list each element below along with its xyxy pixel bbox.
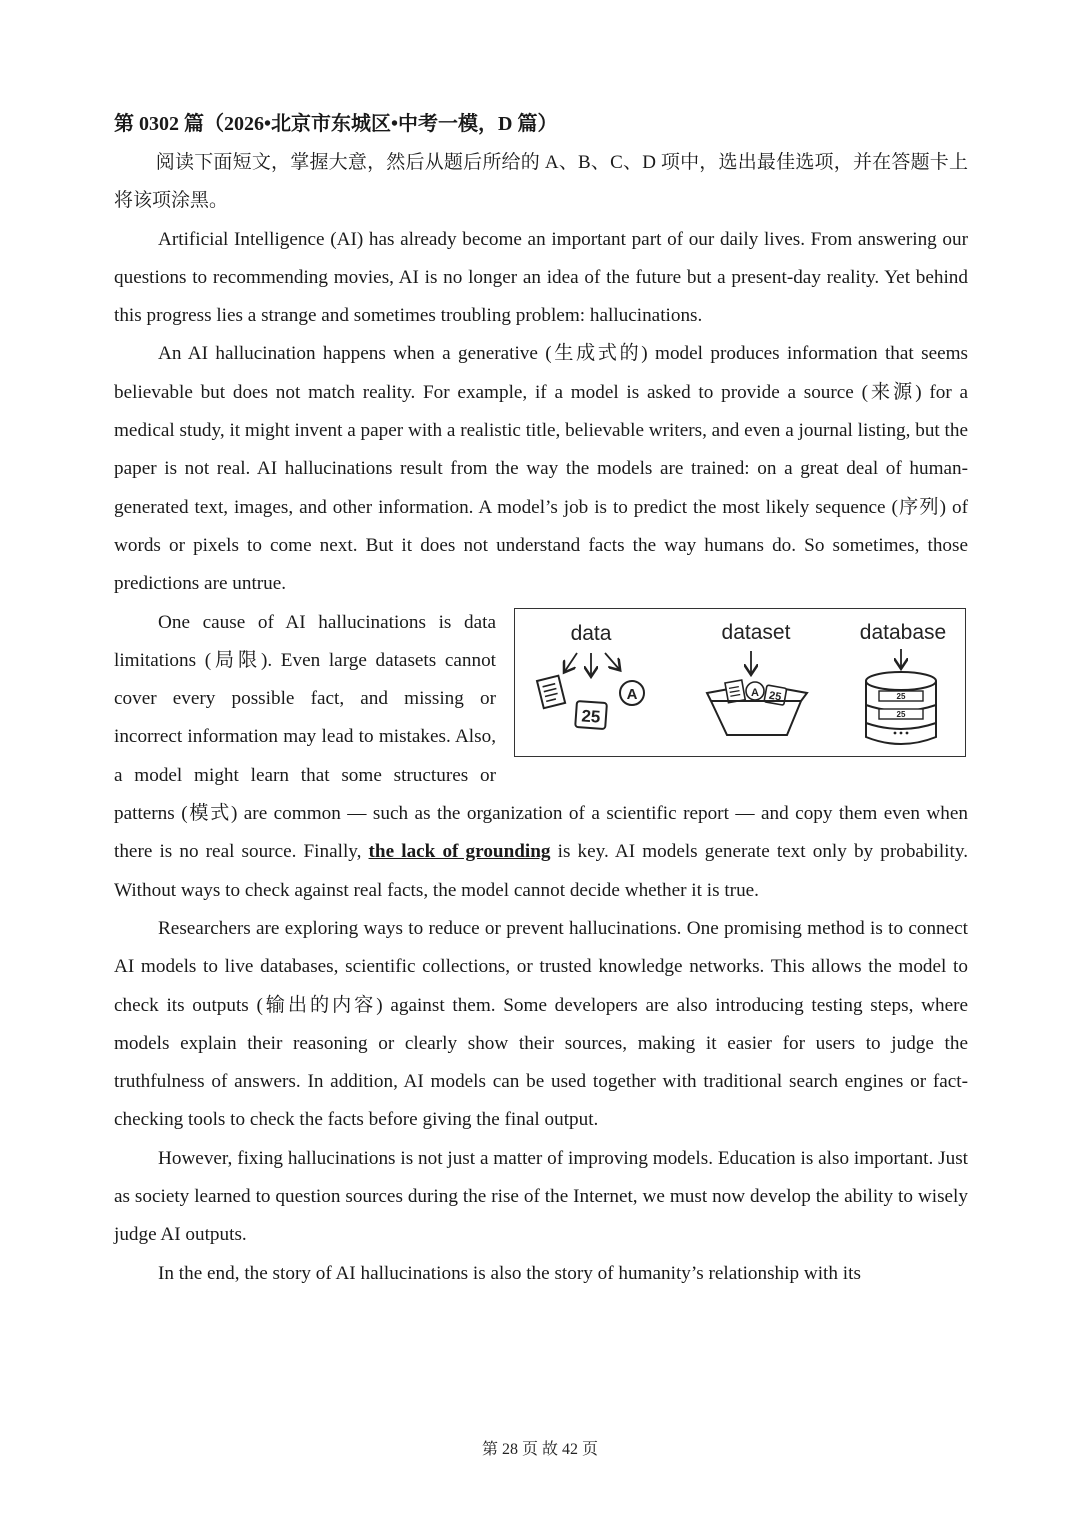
- db-tag-2: 25: [896, 709, 906, 719]
- paragraph-3-part-a: One cause of AI hallucinations is data limitations (局限). Even large datasets cannot cover every possible fact, and missing or incorrect information may lead to mistakes. Also, a model might learn that some structures or patterns (模式) are common — such as the organization of a scientific report — and copy them even when there is no real source. Finally,: [114, 611, 968, 863]
- label-data: data: [570, 621, 612, 645]
- instruction-text: 阅读下面短文，掌握大意，然后从题后所给的 A、B、C、D 项中，选出最佳选项，并在答题卡上将该项涂黑。: [114, 152, 968, 212]
- letter-circle-text: A: [626, 685, 638, 703]
- label-database: database: [859, 620, 947, 644]
- arrow-left: [565, 653, 577, 671]
- page-footer: 第 28 页 故 42 页: [481, 1441, 598, 1458]
- underlined-phrase: the lack of grounding: [368, 841, 551, 863]
- figure-container: [514, 608, 968, 758]
- paragraph-2: An AI hallucination happens when a generative (生成式的) model produces information that seems believable but does not match reality. For example, if a model is asked to provide a source (来源) for a medical study, it might invent a paper with a realistic title, believable writers, and even a journal listing, but the paper is not real. AI hallucinations result from the way the models are trained: on a great deal of human-generated text, images, and other information. A model’s job is to predict the most likely sequence (序列) of words or pixels to come next. But it does not understand facts the way humans do. So sometimes, those predictions are untrue.: [114, 343, 968, 595]
- svg-text:25: 25: [768, 689, 783, 704]
- paragraph-1: Artificial Intelligence (AI) has already become an important part of our daily lives. From answering our questions to recommending movies, AI is no longer an idea of the future but a present-day reality. Yet behind this progress lies a strange and sometimes troubling problem: hallucinations.: [114, 228, 968, 327]
- number-card-text: 25: [580, 705, 602, 727]
- database-icon: [866, 672, 936, 744]
- letter-circle-icon: [620, 681, 644, 705]
- paragraph-4: Researchers are exploring ways to reduce or prevent hallucinations. One promising method is to connect AI models to live databases, scientific collections, or trusted knowledge networks. This allows the model to check its outputs (输出的内容) against them. Some developers are also introducing testing steps, where models explain their reasoning or clearly show their sources, making it easier for users to judge the truthfulness of answers. In addition, AI models can be used together with traditional search engines or fact-checking tools to check the facts before giving the final output.: [114, 917, 968, 1131]
- box-icon: [707, 680, 807, 735]
- label-dataset: dataset: [721, 620, 791, 644]
- document-icon: [537, 675, 565, 707]
- document-page: [114, 106, 968, 1293]
- arrow-right: [605, 653, 619, 669]
- paragraph-3-part-b: is key. AI models generate text only by probability. Without ways to check against real facts, the model cannot decide whether it is true.: [114, 841, 968, 901]
- svg-text:A: A: [751, 686, 759, 699]
- db-tag-1: 25: [896, 691, 906, 701]
- number-card-icon: [575, 701, 607, 729]
- paragraph-6: In the end, the story of AI hallucinations is also the story of humanity’s relationship with its: [158, 1262, 861, 1284]
- data-dataset-database-figure: [514, 608, 966, 757]
- paragraph-5: However, fixing hallucinations is not just a matter of improving models. Education is also important. Just as society learned to question sources during the rise of the Internet, we must now develop the ability to wisely judge AI outputs.: [114, 1147, 968, 1246]
- passage-heading: 第 0302 篇（2026•北京市东城区•中考一模，D 篇）: [114, 113, 558, 135]
